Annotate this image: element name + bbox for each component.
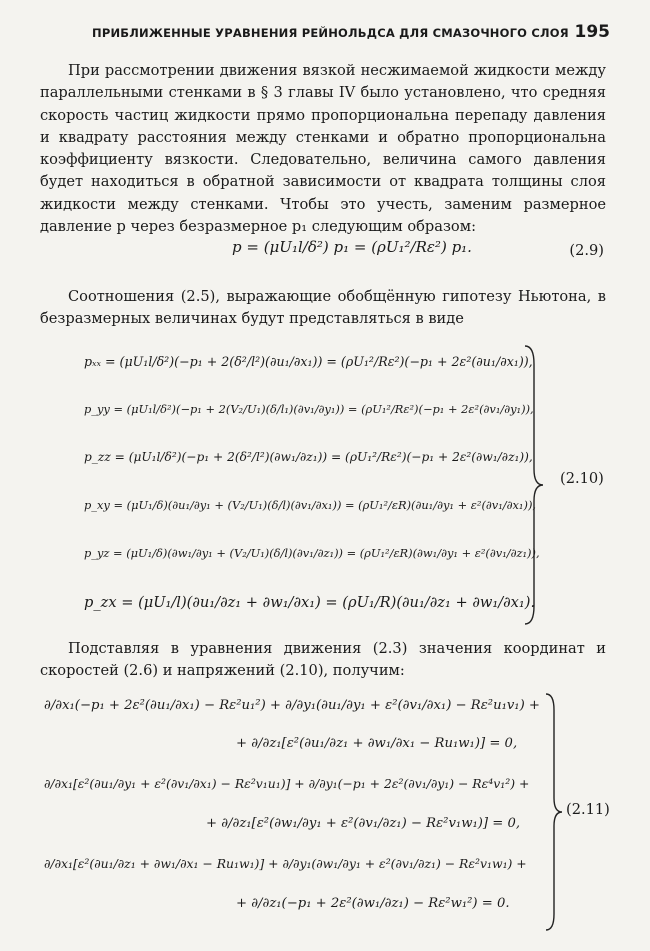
equation-2-10-number: (2.10) (560, 470, 604, 487)
equation-2-11-line: ∂/∂x₁[ε²(∂u₁/∂y₁ + ε²(∂v₁/∂x₁) − Rε²v₁u₁)] + ∂/∂y₁(−p₁ + 2ε²(∂v₁/∂y₁) − Rε⁴v₁²) + (44, 776, 530, 791)
equation-2-9 (0, 230, 650, 274)
equation-2-11-line: + ∂/∂z₁[ε²(∂w₁/∂y₁ + ε²(∂v₁/∂z₁) − Rε²v₁w₁)] = 0, (206, 816, 521, 831)
paragraph-newton: Соотношения (2.5), выражающие обобщённую гипотезу Ньютона, в безразмерных величинах будут представляться в виде (40, 288, 606, 328)
equation-2-11-line: ∂/∂x₁[ε²(∂u₁/∂z₁ + ∂w₁/∂x₁ − Ru₁w₁)] + ∂/∂y₁(∂w₁/∂y₁ + ε²(∂v₁/∂z₁) − Rε²v₁w₁) + (44, 856, 527, 871)
right-brace-icon (522, 344, 546, 626)
equation-2-11-line: + ∂/∂z₁(−p₁ + 2ε²(∂w₁/∂z₁) − Rε²w₁²) = 0. (236, 896, 510, 911)
equation-system-2-11 (0, 690, 650, 940)
equation-2-11-number: (2.11) (566, 801, 610, 818)
page-header (64, 22, 610, 46)
right-brace-icon (544, 692, 564, 932)
equation-system-2-10 (0, 340, 650, 630)
equation-2-10-line: p_zz = (μU₁l/δ²)(−p₁ + 2(δ²/l²)(∂w₁/∂z₁)) = (ρU₁²/Rε²)(−p₁ + 2ε²(∂w₁/∂z₁)), (84, 450, 533, 464)
equation-2-11-line: ∂/∂x₁(−p₁ + 2ε²(∂u₁/∂x₁) − Rε²u₁²) + ∂/∂y₁(∂u₁/∂y₁ + ε²(∂v₁/∂x₁) − Rε²u₁v₁) + (44, 698, 540, 713)
equation-2-10-line: p_xy = (μU₁/δ)(∂u₁/∂y₁ + (V₂/U₁)(δ/l)(∂v₁/∂x₁)) = (ρU₁²/εR)(∂u₁/∂y₁ + ε²(∂v₁/∂x₁)), (84, 498, 537, 512)
running-head: ПРИБЛИЖЕННЫЕ УРАВНЕНИЯ РЕЙНОЛЬДСА ДЛЯ СМАЗОЧНОГО СЛОЯ (92, 26, 569, 40)
paragraph-intro: При рассмотрении движения вязкой несжимаемой жидкости между параллельными стенками в § 3 главы IV было установлено, что средняя скорость частиц жидкости прямо пропорциональна перепаду давления и квадрату расстояния между стенками и обратно пропорциональна коэффициенту вязкости. Следовательно, величина самого давления будет находиться в обратной зависимости от квадрата толщины слоя жидкости между стенками. Чтобы это учесть, заменим размерное давление p через безразмерное p₁ следующим образом: (40, 62, 606, 236)
equation-2-10-line: p_yy = (μU₁l/δ²)(−p₁ + 2(V₂/U₁)(δ/l₁)(∂v₁/∂y₁)) = (ρU₁²/Rε²)(−p₁ + 2ε²(∂v₁/∂y₁)), (84, 402, 534, 416)
equation-2-10-line: pₓₓ = (μU₁l/δ²)(−p₁ + 2(δ²/l²)(∂u₁/∂x₁)) = (ρU₁²/Rε²)(−p₁ + 2ε²(∂u₁/∂x₁)), (84, 354, 533, 369)
equation-2-10-line: p_zx = (μU₁/l)(∂u₁/∂z₁ + ∂w₁/∂x₁) = (ρU₁/R)(∂u₁/∂z₁ + ∂w₁/∂x₁). (84, 594, 536, 611)
equation-2-10-line: p_yz = (μU₁/δ)(∂w₁/∂y₁ + (V₂/U₁)(δ/l)(∂v₁/∂z₁)) = (ρU₁²/εR)(∂w₁/∂y₁ + ε²(∂v₁/∂z₁)), (84, 546, 540, 560)
paragraph-substitution: Подставляя в уравнения движения (2.3) значения координат и скоростей (2.6) и напряжений (2.10), получим: (40, 640, 606, 680)
equation-2-9-number: (2.9) (569, 242, 604, 259)
equation-2-9-body: p = (μU₁l/δ²) p₁ = (ρU₁²/Rε²) p₁. (232, 238, 472, 256)
page-number: 195 (574, 22, 610, 42)
equation-2-11-line: + ∂/∂z₁[ε²(∂u₁/∂z₁ + ∂w₁/∂x₁ − Ru₁w₁)] = 0, (236, 736, 518, 751)
